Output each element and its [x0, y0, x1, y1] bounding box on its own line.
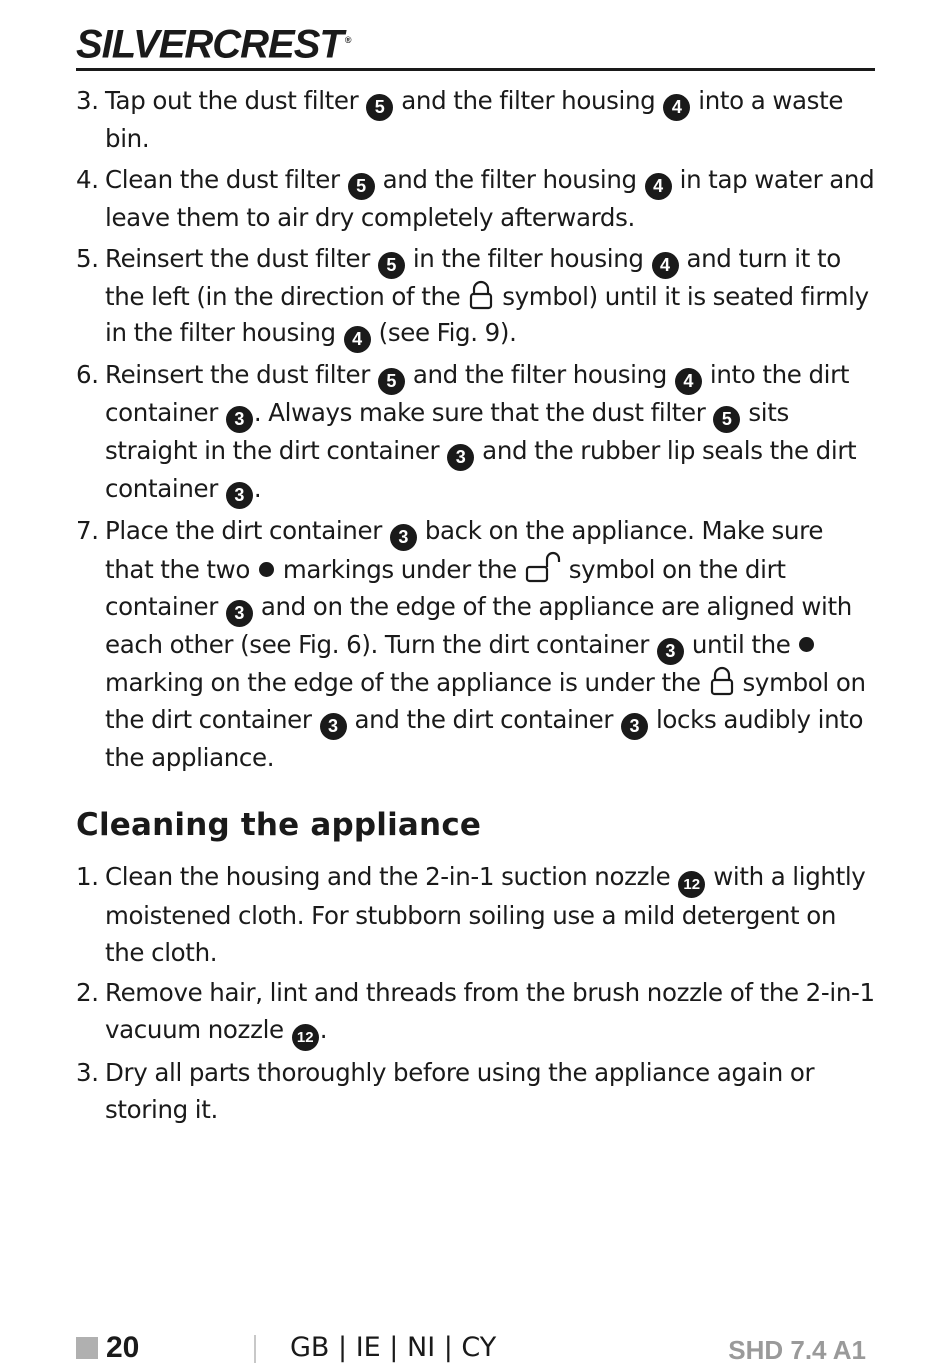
language-list: GB | IE | NI | CY [290, 1332, 497, 1363]
part-number-badge: 3 [320, 713, 347, 740]
footer-square-icon [76, 1337, 98, 1359]
step-text: in tap water and leave them to air dry completely afterwards. [105, 164, 875, 232]
step-text: locks audibly into the appliance. [105, 704, 864, 772]
page-footer [76, 1330, 866, 1370]
header-rule [76, 68, 875, 71]
brand-logo [76, 18, 350, 66]
part-number-badge: 5 [366, 94, 393, 121]
locked-icon [468, 280, 494, 310]
part-number-badge: 3 [390, 524, 417, 551]
list-item [76, 513, 876, 776]
list-item [76, 859, 876, 972]
locked-icon [709, 666, 735, 696]
step-text: and turn it to the left (in the direction of the [105, 243, 841, 311]
step-text: Remove hair, lint and threads from the brush nozzle of the 2-in-1 vacuum nozzle [105, 978, 875, 1045]
step-text: Dry all parts thoroughly before using the appliance again or storing it. [105, 1058, 815, 1124]
dot-icon [799, 637, 814, 652]
step-text: (see Fig. 9). [371, 318, 517, 348]
step-text: into a waste bin. [105, 86, 844, 153]
step-list-continued [76, 83, 876, 777]
part-number-badge: 12 [292, 1024, 319, 1051]
step-text: . Always make sure that the dust filter [253, 398, 713, 428]
part-number-badge: 3 [226, 600, 253, 627]
step-number: 7. [76, 516, 99, 546]
part-number-badge: 5 [378, 252, 405, 279]
unlocked-icon [525, 551, 561, 583]
part-number-badge: 5 [713, 406, 740, 433]
page-number: 20 [106, 1331, 140, 1364]
step-text: markings under the [275, 555, 524, 585]
main-content [76, 83, 876, 1133]
part-number-badge: 12 [678, 871, 705, 898]
part-number-badge: 4 [645, 173, 672, 200]
part-number-badge: 4 [663, 94, 690, 121]
part-number-badge: 5 [348, 173, 375, 200]
list-item [76, 162, 876, 237]
step-text: with a lightly moistened cloth. For stubborn soiling use a mild detergent on the cloth. [105, 861, 866, 967]
step-number: 3. [76, 1058, 99, 1088]
part-number-badge: 3 [226, 482, 253, 509]
step-text: symbol) until it is seated firmly in the filter housing [105, 281, 869, 348]
step-text: marking on the edge of the appliance is under the [105, 668, 708, 698]
footer-divider [254, 1335, 256, 1363]
step-number: 2. [76, 978, 99, 1008]
list-item [76, 83, 876, 158]
part-number-badge: 3 [447, 444, 474, 471]
step-text: Clean the housing and the 2-in-1 suction nozzle [105, 861, 678, 891]
step-text: back on the appliance. Make sure that the two [105, 516, 824, 585]
step-list-cleaning [76, 859, 876, 1129]
part-number-badge: 5 [378, 368, 405, 395]
list-item [76, 1055, 876, 1129]
step-text: Reinsert the dust filter [105, 360, 377, 390]
step-text: symbol on the dirt container [105, 668, 866, 734]
list-item [76, 975, 876, 1051]
part-number-badge: 3 [226, 406, 253, 433]
step-text: Clean the dust filter [105, 164, 347, 194]
step-text: sits straight in the dirt container [105, 398, 789, 466]
part-number-badge: 4 [675, 368, 702, 395]
step-number: 1. [76, 861, 99, 891]
part-number-badge: 4 [344, 326, 371, 353]
list-item [76, 241, 876, 354]
step-number: 5. [76, 243, 99, 273]
step-text: and the filter housing [394, 86, 663, 115]
dot-icon [259, 562, 274, 577]
part-number-badge: 4 [652, 252, 679, 279]
step-text: and the rubber lip seals the dirt container [105, 436, 857, 504]
model-number: SHD 7.4 A1 [728, 1335, 866, 1365]
step-text: into the dirt container [105, 360, 850, 428]
step-text: and the filter housing [405, 360, 674, 390]
step-number: 3. [76, 86, 99, 115]
registered-mark: ® [344, 35, 351, 45]
section-heading: Cleaning the appliance [76, 806, 482, 843]
step-text: Place the dirt container [105, 516, 389, 546]
list-item [76, 357, 876, 509]
part-number-badge: 3 [621, 713, 648, 740]
step-text: and the filter housing [375, 164, 644, 194]
step-text: Reinsert the dust filter [105, 243, 377, 273]
step-text: symbol on the dirt container [105, 555, 786, 622]
step-text: in the filter housing [405, 243, 651, 273]
step-text: until the [684, 630, 798, 660]
step-text: . [253, 474, 262, 504]
step-text: and on the edge of the appliance are aligned with each other (see Fig. 6). Turn the dirt container [105, 592, 852, 660]
step-number: 4. [76, 164, 99, 194]
part-number-badge: 3 [657, 638, 684, 665]
brand-name: SILVERCREST [76, 22, 343, 67]
step-text: Tap out the dust filter [105, 86, 366, 115]
step-text: and the dirt container [347, 704, 621, 734]
step-text: . [319, 1015, 328, 1045]
step-number: 6. [76, 360, 99, 390]
